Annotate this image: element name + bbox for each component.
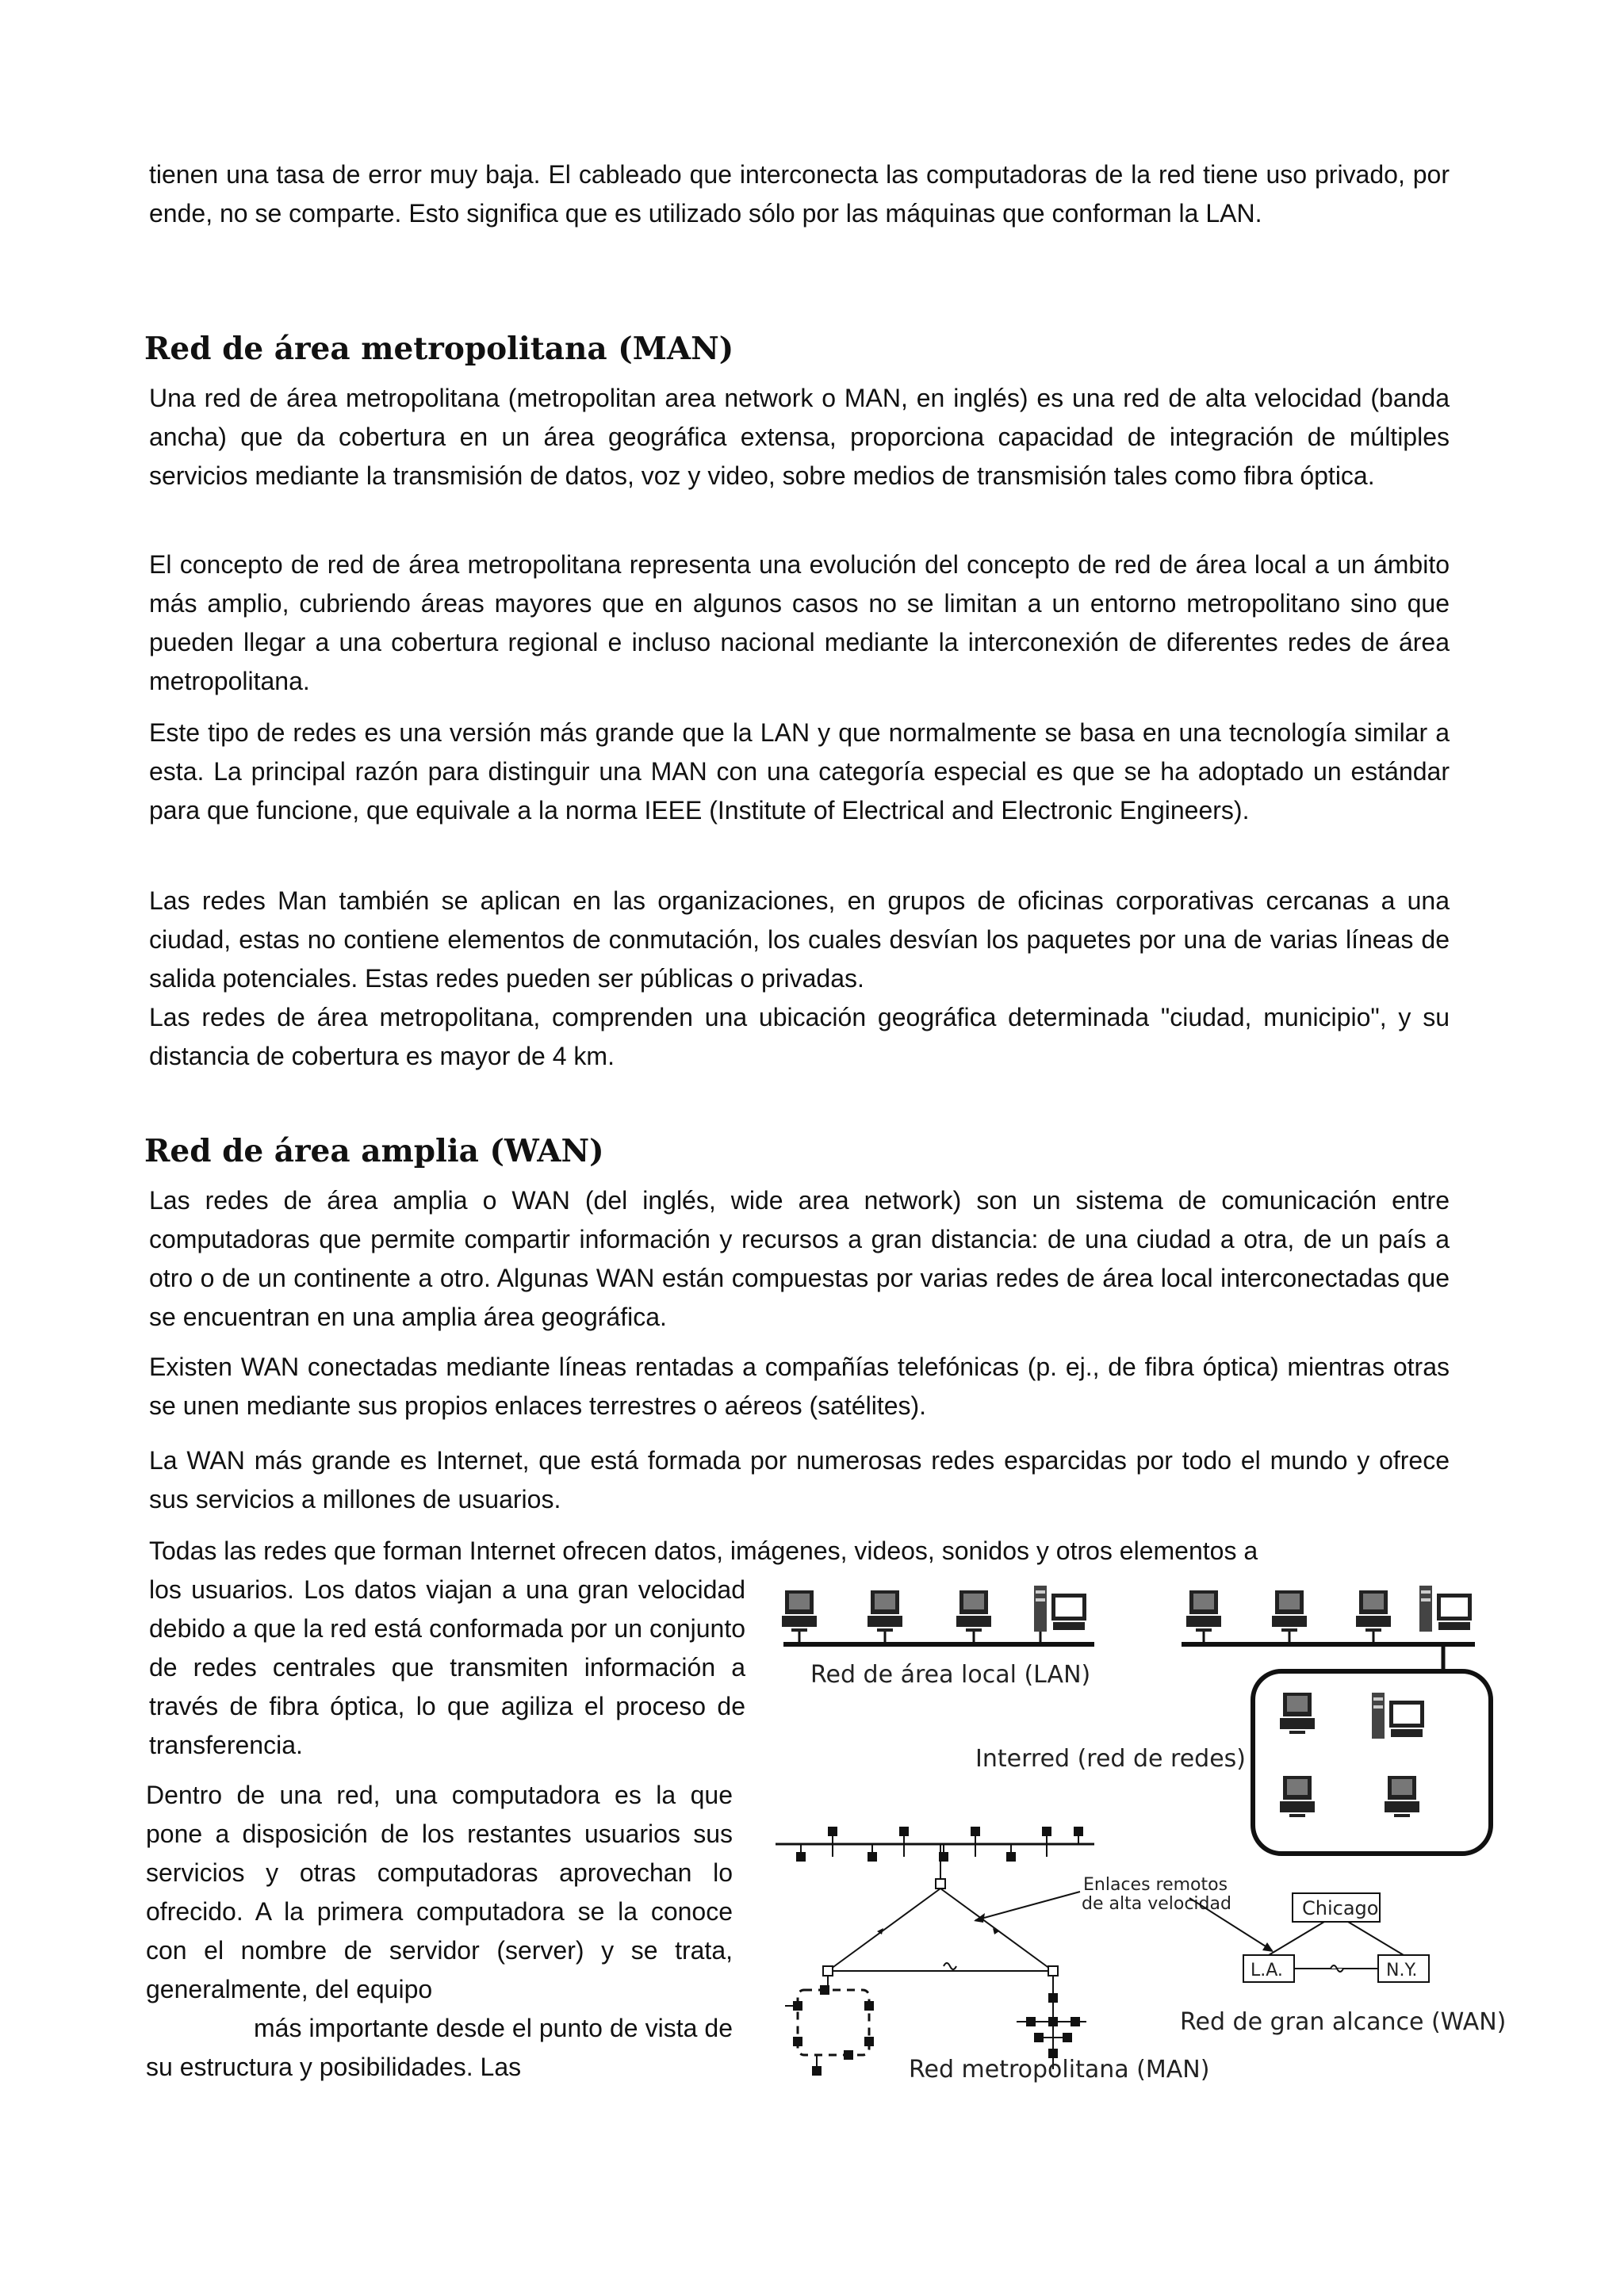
backbone-bus — [776, 1827, 1094, 1888]
wan-paragraph-5-text-a: Dentro de una red, una computadora es la que pone a disposición de los restantes usuarios sus servicios y otras computadoras aprovechan lo ofrecido. A la primera computadora se la conoce con el nombre de servidor (server) y se trata, generalmente, del equipo — [146, 1781, 733, 2003]
man-paragraph-2: El concepto de red de área metropolitana representa una evolución del concepto de red de área local a un ámbito más amplio, cubriendo áreas mayores que en algunos casos no se limitan a un entorno metropolitano sino que pueden llegar a una cobertura regional e incluso nacional mediante la interconexión de diferentes redes de área metropolitana. — [149, 550, 1450, 695]
wan-paragraph-2: Existen WAN conectadas mediante líneas rentadas a compañías telefónicas (p. ej., de fibra óptica) mientras otras se unen mediante sus propios enlaces terrestres o aéreos (satélites). — [149, 1353, 1450, 1420]
wan-paragraph-5-text-b: más importante desde el punto de vista de su estructura y posibilidades. Las — [146, 2014, 733, 2081]
lan-network — [782, 1586, 1094, 1689]
wan-paragraph-1: Las redes de área amplia o WAN (del inglés, wide area network) son un sistema de comunicación entre computadoras que permite compartir información y recursos a gran distancia: de una ciudad a otra, de un país a otro o de un continente a otro. Algunas WAN están compuestas por varias redes de área local interconectadas que se encuentran en una amplia área geográfica. — [149, 1186, 1450, 1331]
lan-label: Red de área local (LAN) — [810, 1661, 1091, 1689]
man-paragraph-1: Una red de área metropolitana (metropolitan area network o MAN, en inglés) es una red de alta velocidad (banda ancha) que da cobertura en un área geográfica extensa, proporciona capacidad de integración de múltiples servicios mediante la transmisión de datos, voz y video, sobre medios de transmisión tales como fibra óptica. — [149, 384, 1450, 490]
wan-ny: N.Y. — [1386, 1961, 1418, 1980]
wan-paragraph-4-wrapped: los usuarios. Los datos viajan a una gran velocidad debido a que la red está conformada por un conjunto de redes centrales que transmiten información a través de fibra óptica, lo que agiliza el proceso de transferencia. — [149, 1575, 745, 1759]
interred-network — [975, 1586, 1491, 1854]
wan-chicago: Chicago — [1302, 1897, 1379, 1919]
wan-heading: Red de área amplia (WAN) — [144, 1133, 604, 1169]
wan-la: L.A. — [1251, 1961, 1283, 1980]
links-label-1: Enlaces remotos — [1083, 1875, 1228, 1895]
man-network — [785, 1888, 1209, 2084]
man-paragraph-4: Las redes Man también se aplican en las organizaciones, en grupos de oficinas corporativas cercanas a una ciudad, estas no contiene elementos de conmutación, los cuales desvían los paquetes por una de varias líneas de salida potenciales. Estas redes pueden ser públicas o privadas. — [149, 886, 1450, 993]
wan-label: Red de gran alcance (WAN) — [1180, 2008, 1507, 2036]
man-heading: Red de área metropolitana (MAN) — [144, 331, 734, 367]
man-paragraph-3: Este tipo de redes es una versión más grande que la LAN y que normalmente se basa en una tecnología similar a esta. La principal razón para distinguir una MAN con una categoría especial es que se ha adoptado un estándar para que funcione, que equivale a la norma IEEE (Institute of Electrical and Electronic Engineers). — [149, 718, 1450, 825]
wan-network — [1180, 1893, 1506, 2036]
wan-paragraph-5 — [146, 1776, 733, 2087]
wan-paragraph-3: La WAN más grande es Internet, que está formada por numerosas redes esparcidas por todo el mundo y ofrece sus servicios a millones de usuarios. — [149, 1446, 1450, 1513]
intro-paragraph: tienen una tasa de error muy baja. El cableado que interconecta las computadoras de la red tiene uso privado, por ende, no se comparte. Esto significa que es utilizado sólo por las máquinas que conforman la LAN. — [149, 160, 1450, 228]
man-paragraph-5: Las redes de área metropolitana, comprenden una ubicación geográfica determinada "ciudad, municipio", y su distancia de cobertura es mayor de 4 km. — [149, 1003, 1450, 1070]
interred-label: Interred (red de redes) — [975, 1745, 1247, 1773]
links-label-2: de alta velocidad — [1082, 1894, 1231, 1914]
network-types-diagram — [769, 1578, 1515, 2093]
wan-paragraph-4-line1: Todas las redes que forman Internet ofrecen datos, imágenes, videos, sonidos y otros elementos a — [149, 1536, 1258, 1565]
remote-links-callout — [974, 1875, 1274, 1952]
man-label: Red metropolitana (MAN) — [909, 2056, 1210, 2084]
